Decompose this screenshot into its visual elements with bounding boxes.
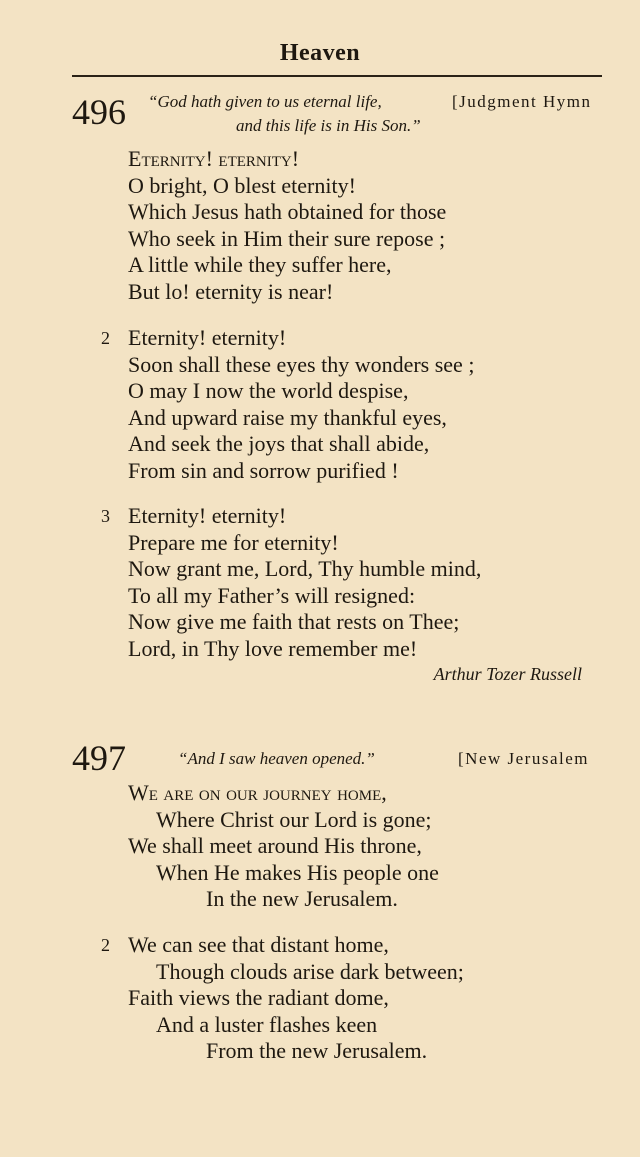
- author-attribution: Arthur Tozer Russell: [433, 664, 582, 684]
- verse: [128, 146, 608, 305]
- verse-line-text: We are on our journey home,: [128, 780, 387, 805]
- verse: [128, 780, 608, 913]
- verse-line: Where Christ our Lord is gone;: [156, 806, 432, 832]
- verse-line: Though clouds arise dark between;: [156, 958, 464, 984]
- verse-line: O may I now the world despise,: [128, 378, 409, 403]
- verse-line: Eternity! eternity!: [128, 325, 287, 350]
- verse-line: A little while they suffer here,: [128, 252, 392, 277]
- verse-line: From the new Jerusalem.: [206, 1038, 428, 1063]
- verse-number: 2: [101, 935, 110, 955]
- verse-line: [128, 146, 608, 173]
- verse-line: In the new Jerusalem.: [206, 886, 398, 911]
- verse-line: We can see that distant home,: [128, 932, 389, 957]
- verse-line: And upward raise my thankful eyes,: [128, 404, 447, 430]
- verse-line: To all my Father’s will resigned:: [128, 582, 416, 608]
- verse-line: Prepare me for eternity!: [128, 529, 339, 555]
- verse-line: When He makes His people one: [156, 859, 439, 885]
- verse-line: Lord, in Thy love remember me!: [128, 635, 418, 661]
- verse-line: Soon shall these eyes thy wonders see ;: [128, 351, 475, 377]
- verse-line: Eternity! eternity!: [128, 503, 287, 528]
- verse-line: Now grant me, Lord, Thy humble mind,: [128, 556, 482, 581]
- page-header: Heaven: [279, 40, 361, 66]
- hymn-number: 497: [72, 738, 126, 778]
- verse-number: 3: [101, 506, 110, 526]
- verse-line: And a luster flashes keen: [156, 1011, 378, 1037]
- header-rule: [72, 75, 602, 77]
- verse-line-text: Eternity! eternity!: [128, 146, 300, 171]
- epigraph-line: “God hath given to us eternal life,: [148, 92, 382, 111]
- verse-number: 2: [101, 328, 110, 348]
- verse-line: O bright, O blest eternity!: [128, 172, 356, 198]
- verse-line: Which Jesus hath obtained for those: [128, 199, 447, 224]
- verse-line: And seek the joys that shall abide,: [128, 431, 430, 456]
- verse: [101, 325, 608, 484]
- epigraph-line: and this life is in His Son.”: [236, 116, 421, 135]
- tune-name: [Judgment Hymn: [452, 92, 592, 111]
- verse-line: Now give me faith that rests on Thee;: [128, 609, 460, 634]
- tune-name: [New Jerusalem: [458, 749, 589, 768]
- hymn-number: 496: [72, 92, 126, 132]
- verse-line: From sin and sorrow purified !: [128, 457, 399, 483]
- verse-line: We shall meet around His throne,: [128, 833, 422, 858]
- verse-line: [128, 780, 608, 807]
- verse-line: Who seek in Him their sure repose ;: [128, 225, 446, 251]
- verse-line: But lo! eternity is near!: [128, 278, 334, 304]
- verse-line: Faith views the radiant dome,: [128, 985, 389, 1010]
- verse: [101, 932, 608, 1065]
- epigraph-line: “And I saw heaven opened.”: [178, 749, 375, 768]
- verse: [101, 503, 608, 662]
